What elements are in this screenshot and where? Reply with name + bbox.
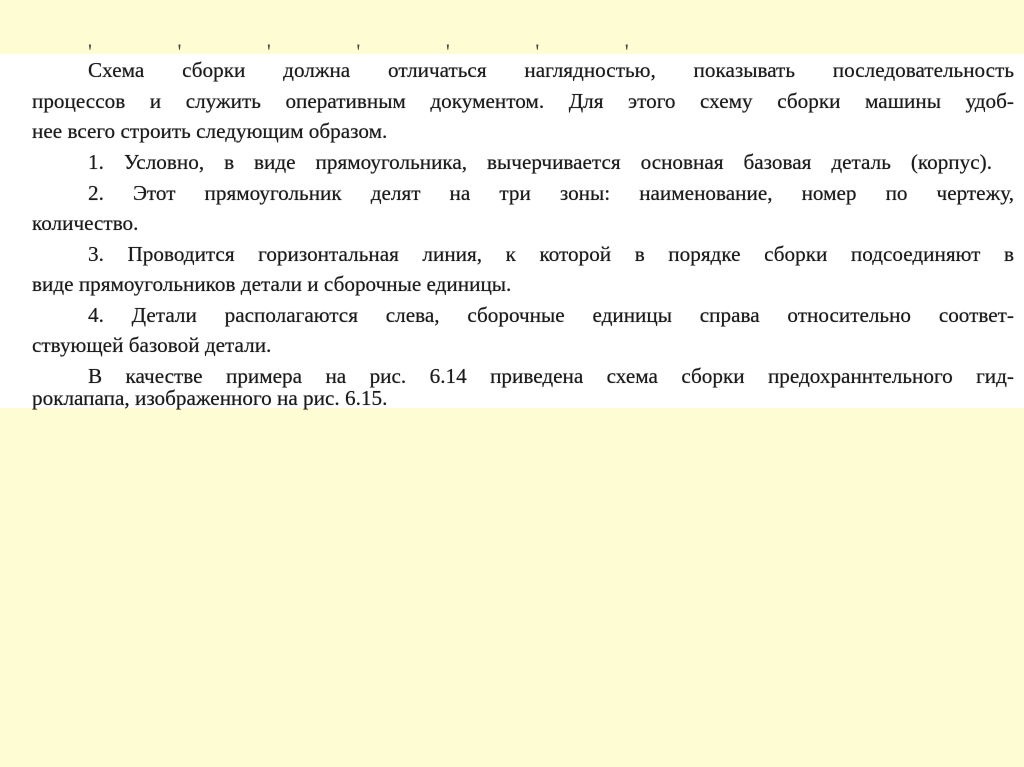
- text-line-11: В качестве примера на рис. 6.14 приведена схема сборки предохраннтельного гид-: [88, 364, 1014, 388]
- text-line-7: 3. Проводится горизонтальная линия, к которой в порядке сборки подсоединяют в: [88, 242, 1014, 266]
- text-line-9: 4. Детали располагаются слева, сборочные единицы справа относительно соответ-: [88, 303, 1014, 327]
- text-line-1: Схема сборки должна отличаться наглядностью, показывать последовательность: [88, 58, 1014, 82]
- scanned-text-page: [0, 39, 1024, 410]
- text-line-6: количество.: [32, 211, 139, 235]
- text-line-5: 2. Этот прямоугольник делят на три зоны: наименование, номер по чертежу,: [88, 181, 1014, 205]
- text-line-12: роклапапа, изображенного на рис. 6.15.: [32, 386, 388, 410]
- text-line-4: 1. Условно, в виде прямоугольника, вычерчивается основная базовая деталь (корпус).: [88, 150, 992, 174]
- text-line-8: виде прямоугольников детали и сборочные единицы.: [32, 272, 512, 296]
- cut-off-line: ' ' ' ' ' ' ': [88, 39, 669, 64]
- text-line-10: ствующей базовой детали.: [32, 333, 272, 357]
- text-line-2: процессов и служить оперативным документом. Для этого схему сборки машины удоб-: [32, 89, 1014, 113]
- text-line-3: нее всего строить следующим образом.: [32, 119, 388, 143]
